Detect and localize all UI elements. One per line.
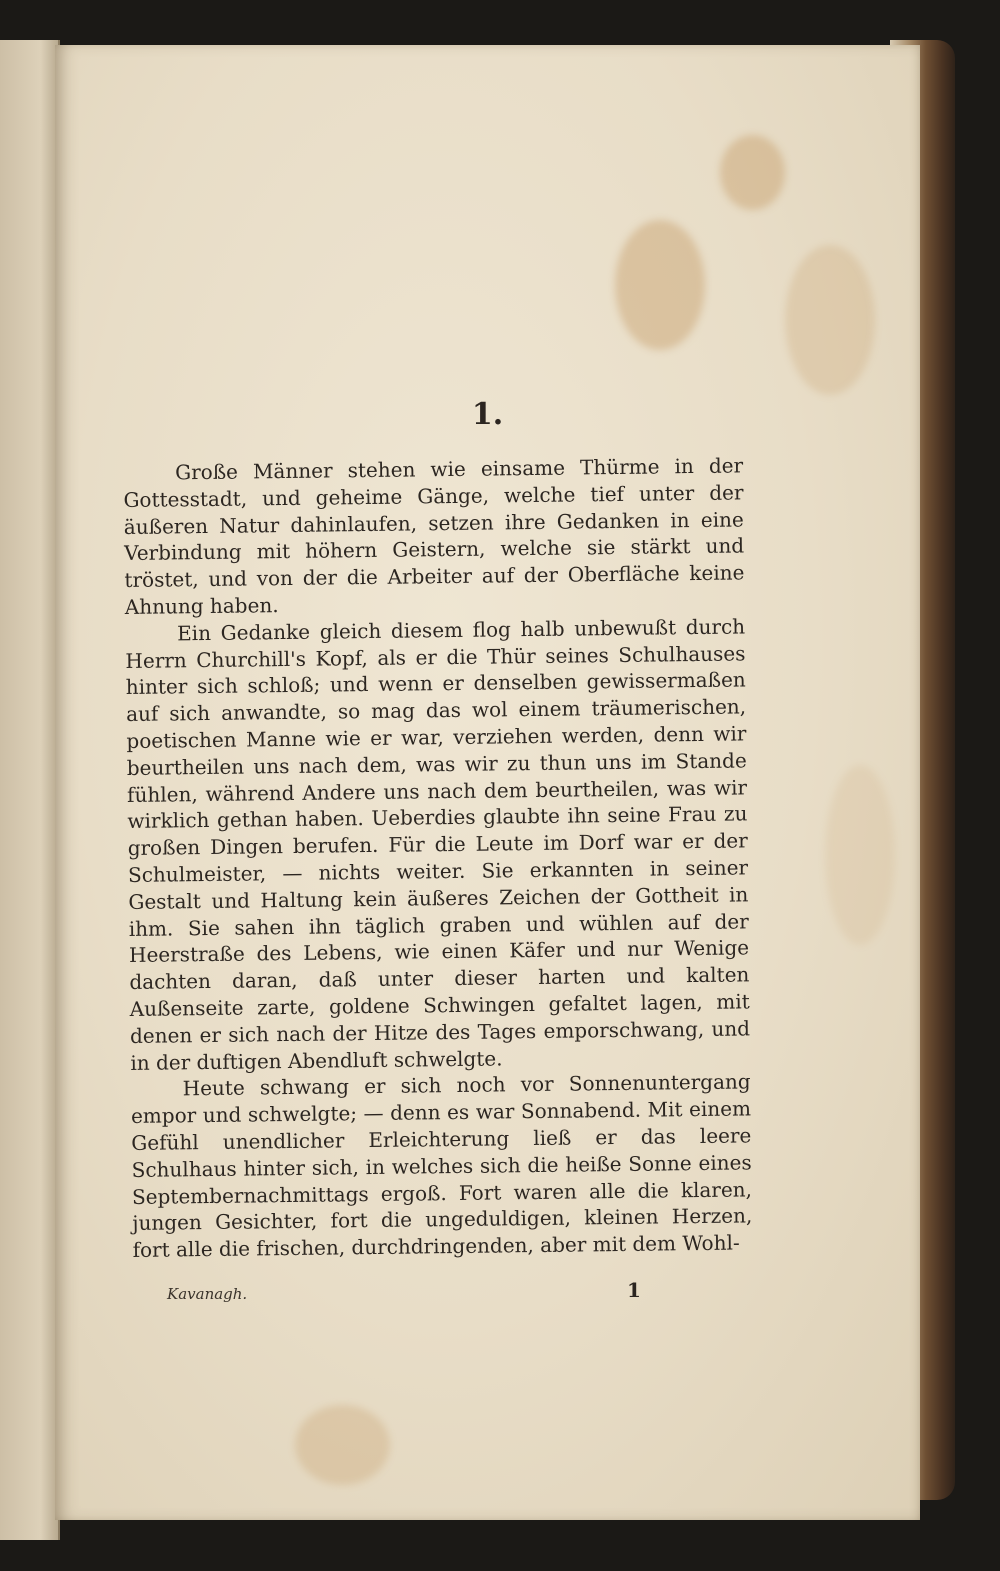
sheet-number: 1	[627, 1278, 641, 1302]
paragraph: Ein Gedanke gleich diesem flog halb unbewußt durch Herrn Churchill's Kopf, als er die Thür seines Schulhauses hinter sich schloß; und wenn er denselben gewissermaßen auf sich anwandte, so mag das wol einem träumerischen, poetischen Manne wie er war, verziehen werden, denn wir beurtheilen uns nach dem, was wir zu thun uns im Stande fühlen, während Andere uns nach dem beurtheilen, was wir wirklich gethan haben. Ueberdies glaubte ihn seine Frau zu großen Dingen berufen. Für die Leute im Dorf war er der Schulmeister, — nichts weiter. Sie erkannten in seiner Gestalt und Haltung kein äußeres Zeichen der Gottheit in ihm. Sie sahen ihn täglich graben und wühlen auf der Heerstraße des Lebens, wie einen Käfer und nur Wenige dachten daran, daß unter dieser harten und kalten Außenseite zarte, goldene Schwingen gefaltet lagen, mit denen er sich nach der Hitze des Tages emporschwang, und in der duftigen Abendluft schwelgte.	[125, 614, 751, 1075]
book-page	[55, 45, 920, 1520]
signature-mark: Kavanagh.	[167, 1285, 248, 1303]
body-text	[123, 452, 753, 1263]
paragraph: Große Männer stehen wie einsame Thürme in der Gottesstadt, und geheime Gänge, welche tief unter der äußeren Natur dahinlaufen, setzen ihre Gedanken in eine Verbindung mit höhern Geistern, welche sie stärkt und tröstet, und von der die Arbeiter auf der Oberfläche keine Ahnung haben.	[123, 453, 745, 619]
paragraph: Heute schwang er sich noch vor Sonnenuntergang empor und schwelgte; — denn es war Sonnabend. Mit einem Gefühl unendlicher Erleichterung ließ er das leere Schulhaus hinter sich, in welches sich die heiße Sonne eines Septembernachmittags ergoß. Fort waren alle die klaren, jungen Gesichter, fort die ungeduldigen, kleinen Herzen, fort alle die frischen, durchdringenden, aber mit dem Wohl-	[130, 1069, 753, 1263]
water-stain	[785, 245, 875, 395]
water-stain	[825, 765, 895, 945]
water-stain	[720, 135, 785, 210]
chapter-number: 1.	[471, 397, 504, 432]
water-stain	[615, 220, 705, 350]
previous-page-edge	[0, 40, 60, 1540]
water-stain	[295, 1405, 390, 1485]
